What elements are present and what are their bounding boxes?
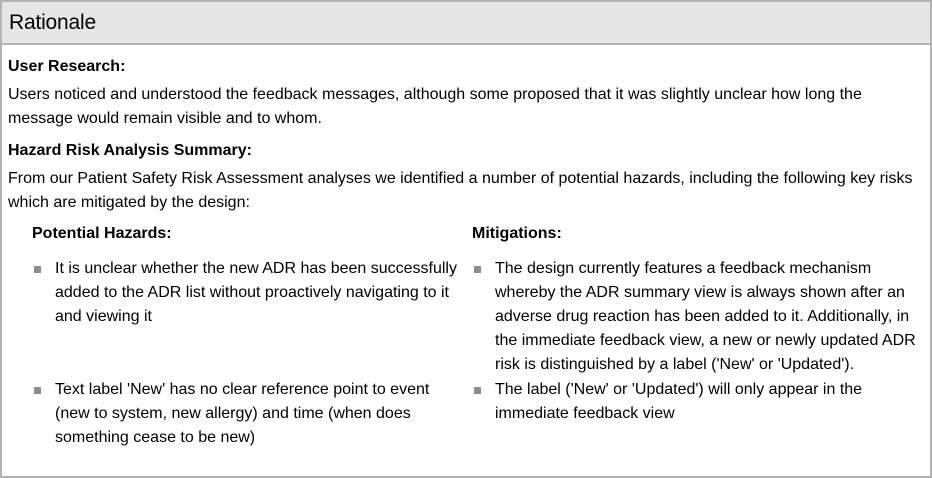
user-research-text: Users noticed and understood the feedback messages, although some proposed that it was slightly unclear how long the message would remain visible and to whom. [8,86,862,127]
panel-title: Rationale [9,10,96,34]
user-research-heading: User Research: [8,58,126,75]
list-item [472,257,932,377]
mitigations-heading: Mitigations: [472,225,562,242]
list-item [32,378,462,450]
panel-content [2,45,930,449]
list-item [32,257,462,329]
square-bullet-icon [34,266,41,273]
hazard-text: It is unclear whether the new ADR has been successfully added to the ADR list without proactively navigating to it and viewing it [55,260,457,325]
hazard-text: Text label 'New' has no clear reference point to event (new to system, new allergy) and time (when does something cease to be new) [55,381,430,446]
square-bullet-icon [474,387,481,394]
hazards-column [32,219,462,446]
list-item [472,378,932,426]
square-bullet-icon [34,387,41,394]
hazards-heading: Potential Hazards: [32,225,172,242]
mitigation-text: The label ('New' or 'Updated') will only appear in the immediate feedback view [495,381,863,422]
mitigations-column [472,219,932,422]
hazards-mitigations-table [8,219,924,449]
mitigation-text: The design currently features a feedback mechanism whereby the ADR summary view is always shown after an adverse drug reaction has been added to it. Additionally, in the immediate feedback view, a new or newly updated ADR risk is distinguished by a label ('New' or 'Updated'). [495,260,916,373]
hazard-summary-heading: Hazard Risk Analysis Summary: [8,142,252,159]
square-bullet-icon [474,266,481,273]
hazard-summary-text: From our Patient Safety Risk Assessment analyses we identified a number of potential hazards, including the following key risks which are mitigated by the design: [8,170,913,211]
panel-header [2,2,930,45]
